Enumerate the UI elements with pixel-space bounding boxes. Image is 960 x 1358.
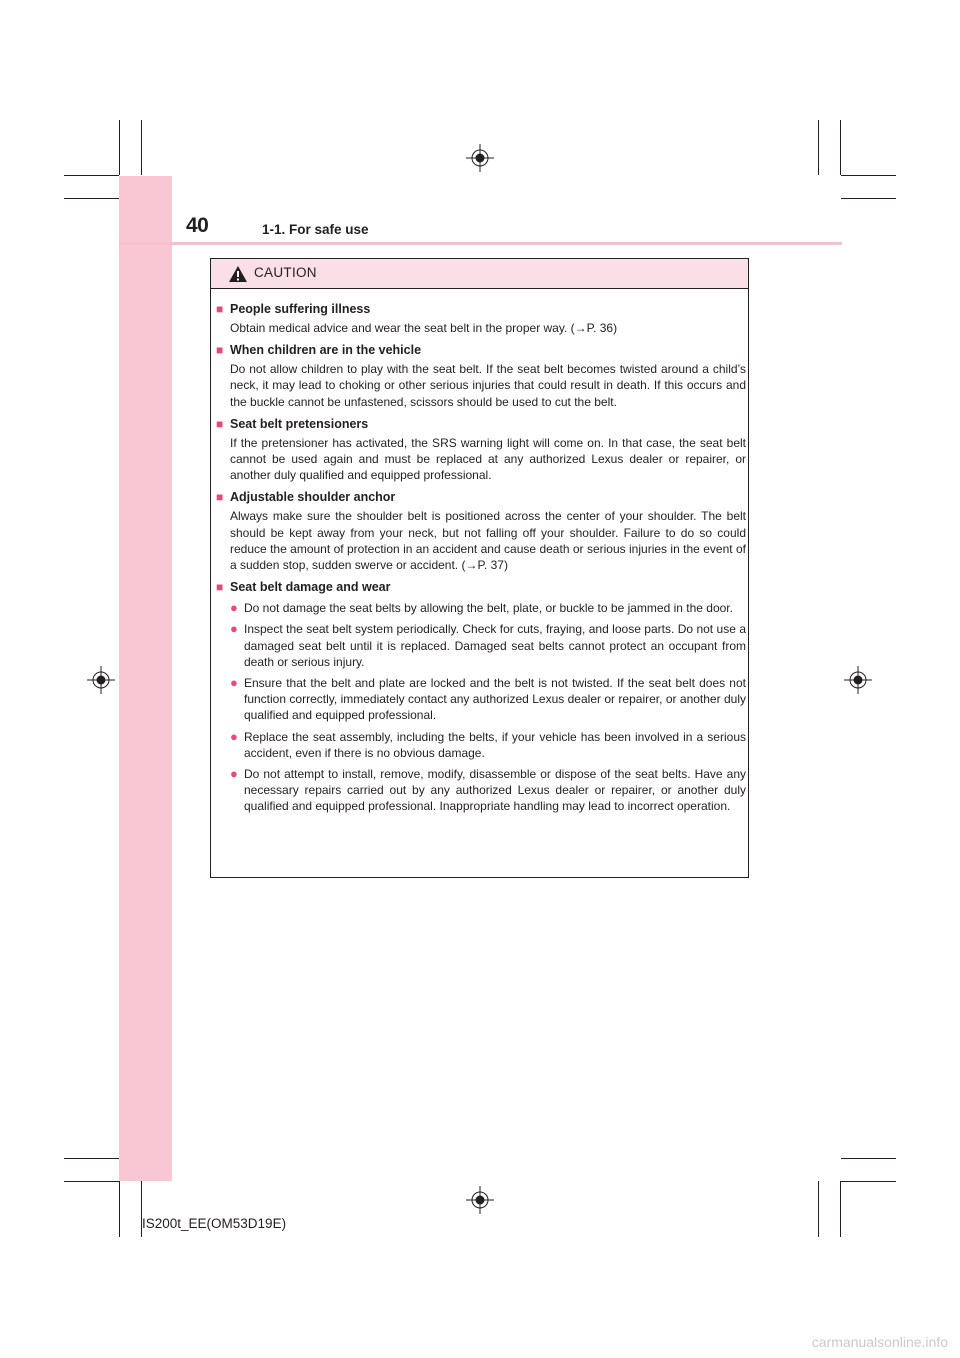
round-bullet-icon: ● bbox=[230, 728, 238, 744]
caution-section bbox=[216, 342, 746, 410]
section-paragraph: If the pretensioner has activated, the SRS warning light will come on. In that case, the seat belt cannot be used again and must be replaced at any authorized Lexus dealer or repairer, or another duly qualified and equipped professional. bbox=[230, 435, 746, 483]
square-bullet-icon: ■ bbox=[216, 302, 224, 316]
square-bullet-icon: ■ bbox=[216, 490, 224, 505]
caution-content bbox=[216, 301, 746, 820]
caution-section bbox=[216, 489, 746, 573]
header-rule bbox=[119, 242, 842, 245]
document-code: IS200t_EE(OM53D19E) bbox=[142, 1216, 287, 1231]
list-item: ● Do not damage the seat belts by allowing the belt, plate, or buckle to be jammed in the door. bbox=[230, 600, 733, 616]
page-side-band bbox=[119, 176, 172, 1181]
section-heading: ■ When children are in the vehicle bbox=[216, 343, 422, 358]
caution-box bbox=[210, 258, 749, 878]
page-number: 40 bbox=[186, 214, 209, 237]
registration-mark-icon bbox=[466, 1186, 494, 1214]
list-item: ● Inspect the seat belt system periodically. Check for cuts, fraying, and loose parts. Do not use a damaged seat belt until it is replaced. Damaged seat belts cannot protect an occupant from death or serious injury. bbox=[230, 621, 746, 669]
caution-section bbox=[216, 301, 746, 336]
caution-section bbox=[216, 416, 746, 484]
watermark[interactable]: carmanualsonline.info bbox=[811, 1334, 948, 1350]
section-title: 1-1. For safe use bbox=[262, 222, 369, 237]
section-heading: ■ Seat belt pretensioners bbox=[216, 416, 369, 431]
section-heading: ■ People suffering illness bbox=[216, 302, 371, 316]
section-paragraph: Always make sure the shoulder belt is positioned across the center of your shoulder. The belt should be kept away from your neck, but not falling off your shoulder. Failure to do so could reduce the amount of protection in an accident and cause death or serious injuries in the event of a sudden stop, sudden swerve or accident. (→P. 37) bbox=[230, 509, 746, 573]
registration-mark-icon bbox=[844, 666, 872, 694]
square-bullet-icon: ■ bbox=[216, 580, 224, 595]
round-bullet-icon: ● bbox=[230, 766, 238, 782]
section-heading: ■ Seat belt damage and wear bbox=[216, 580, 391, 595]
section-heading: ■ Adjustable shoulder anchor bbox=[216, 490, 396, 505]
registration-mark-icon bbox=[87, 666, 115, 694]
caution-label: CAUTION bbox=[254, 265, 317, 280]
section-paragraph: Obtain medical advice and wear the seat belt in the proper way. (→P. 36) bbox=[230, 321, 618, 335]
round-bullet-icon: ● bbox=[230, 600, 238, 616]
section-paragraph: Do not allow children to play with the seat belt. If the seat belt becomes twisted around a child’s neck, it may lead to choking or other serious injuries that could result in death. If this occurs and the buckle cannot be unfastened, scissors should be used to cut the belt. bbox=[230, 362, 746, 409]
square-bullet-icon: ■ bbox=[216, 416, 224, 431]
round-bullet-icon: ● bbox=[230, 675, 238, 691]
caution-header bbox=[211, 259, 748, 289]
list-item: ● Replace the seat assembly, including the belts, if your vehicle has been involved in a serious accident, even if there is no obvious damage. bbox=[230, 728, 746, 760]
round-bullet-icon: ● bbox=[230, 621, 238, 637]
list-item: ● Do not attempt to install, remove, modify, disassemble or dispose of the seat belts. Have any necessary repairs carried out by any authorized Lexus dealer or repairer, or another duly qualified and equipped professional. Inappropriate handling may lead to incorrect operation. bbox=[230, 766, 746, 814]
warning-triangle-icon bbox=[228, 265, 248, 283]
registration-mark-icon bbox=[466, 144, 494, 172]
list-item: ● Ensure that the belt and plate are locked and the belt is not twisted. If the seat belt does not function correctly, immediately contact any authorized Lexus dealer or repairer, or another duly qualified and equipped professional. bbox=[230, 675, 746, 723]
caution-section bbox=[216, 579, 746, 814]
square-bullet-icon: ■ bbox=[216, 343, 224, 358]
